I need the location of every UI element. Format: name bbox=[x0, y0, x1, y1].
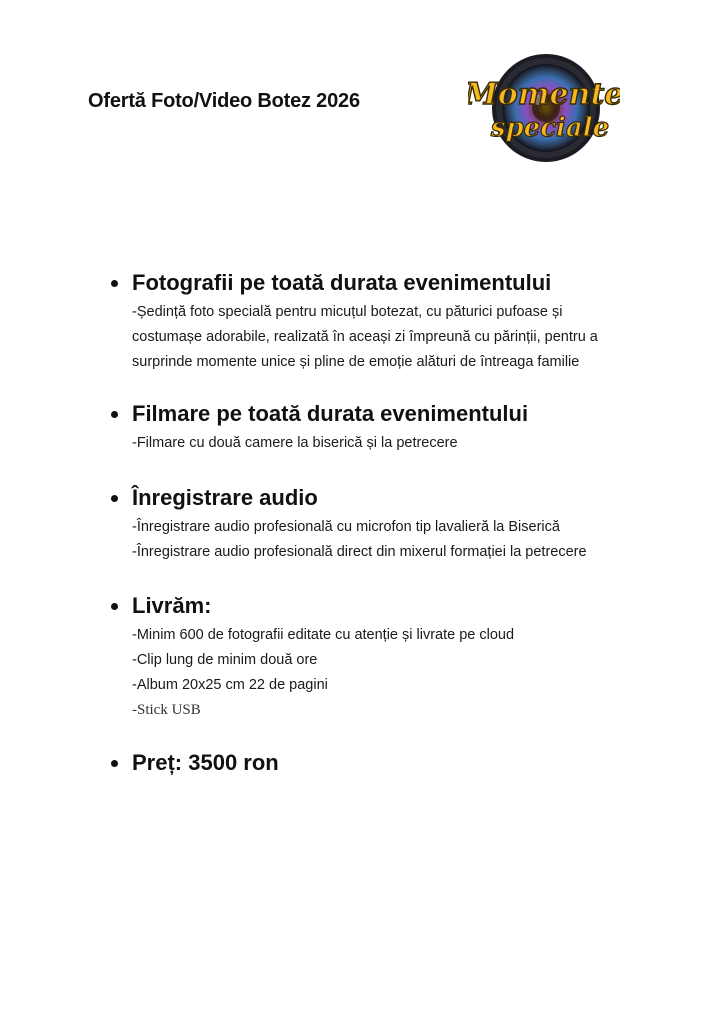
document-title: Ofertă Foto/Video Botez 2026 bbox=[88, 90, 360, 112]
bullet-icon bbox=[111, 495, 118, 502]
section-audio bbox=[108, 484, 587, 565]
section-line: surprinde momente unice și pline de emoție alături de întreaga familie bbox=[132, 354, 580, 370]
section-heading: Înregistrare audio bbox=[132, 485, 318, 510]
section-line: -Înregistrare audio profesională cu microfon tip lavalieră la Biserică bbox=[132, 519, 560, 535]
bullet-icon bbox=[111, 280, 118, 287]
section-heading: Livrăm: bbox=[132, 593, 212, 618]
bullet-icon bbox=[111, 603, 118, 610]
section-deliverables bbox=[108, 592, 514, 723]
logo-text-line2: speciale bbox=[490, 113, 610, 143]
momente-speciale-logo bbox=[468, 52, 620, 164]
bullet-icon bbox=[111, 760, 118, 767]
section-line: -Clip lung de minim două ore bbox=[132, 652, 318, 668]
section-line: -Album 20x25 cm 22 de pagini bbox=[132, 677, 328, 693]
logo-text-line1: Momente bbox=[468, 77, 620, 112]
section-line: -Minim 600 de fotografii editate cu atenție și livrate pe cloud bbox=[132, 627, 515, 643]
section-line: -Ședință foto specială pentru micuțul botezat, cu păturici pufoase și bbox=[132, 304, 563, 320]
bullet-icon bbox=[111, 411, 118, 418]
section-line: -Filmare cu două camere la biserică și la petrecere bbox=[132, 435, 458, 451]
section-line: -Stick USB bbox=[132, 702, 201, 718]
section-video bbox=[108, 400, 528, 456]
section-photography bbox=[108, 269, 598, 375]
section-heading: Fotografii pe toată durata evenimentului bbox=[132, 270, 552, 295]
section-line: costumașe adorabile, realizată în aceași zi împreună cu părinții, pentru a bbox=[132, 329, 598, 345]
price-heading: Preț: 3500 ron bbox=[132, 750, 279, 775]
section-heading: Filmare pe toată durata evenimentului bbox=[132, 401, 529, 426]
section-price bbox=[108, 749, 279, 777]
section-line: -Înregistrare audio profesională direct din mixerul formației la petrecere bbox=[132, 544, 587, 560]
camera-lens-icon bbox=[468, 52, 620, 164]
